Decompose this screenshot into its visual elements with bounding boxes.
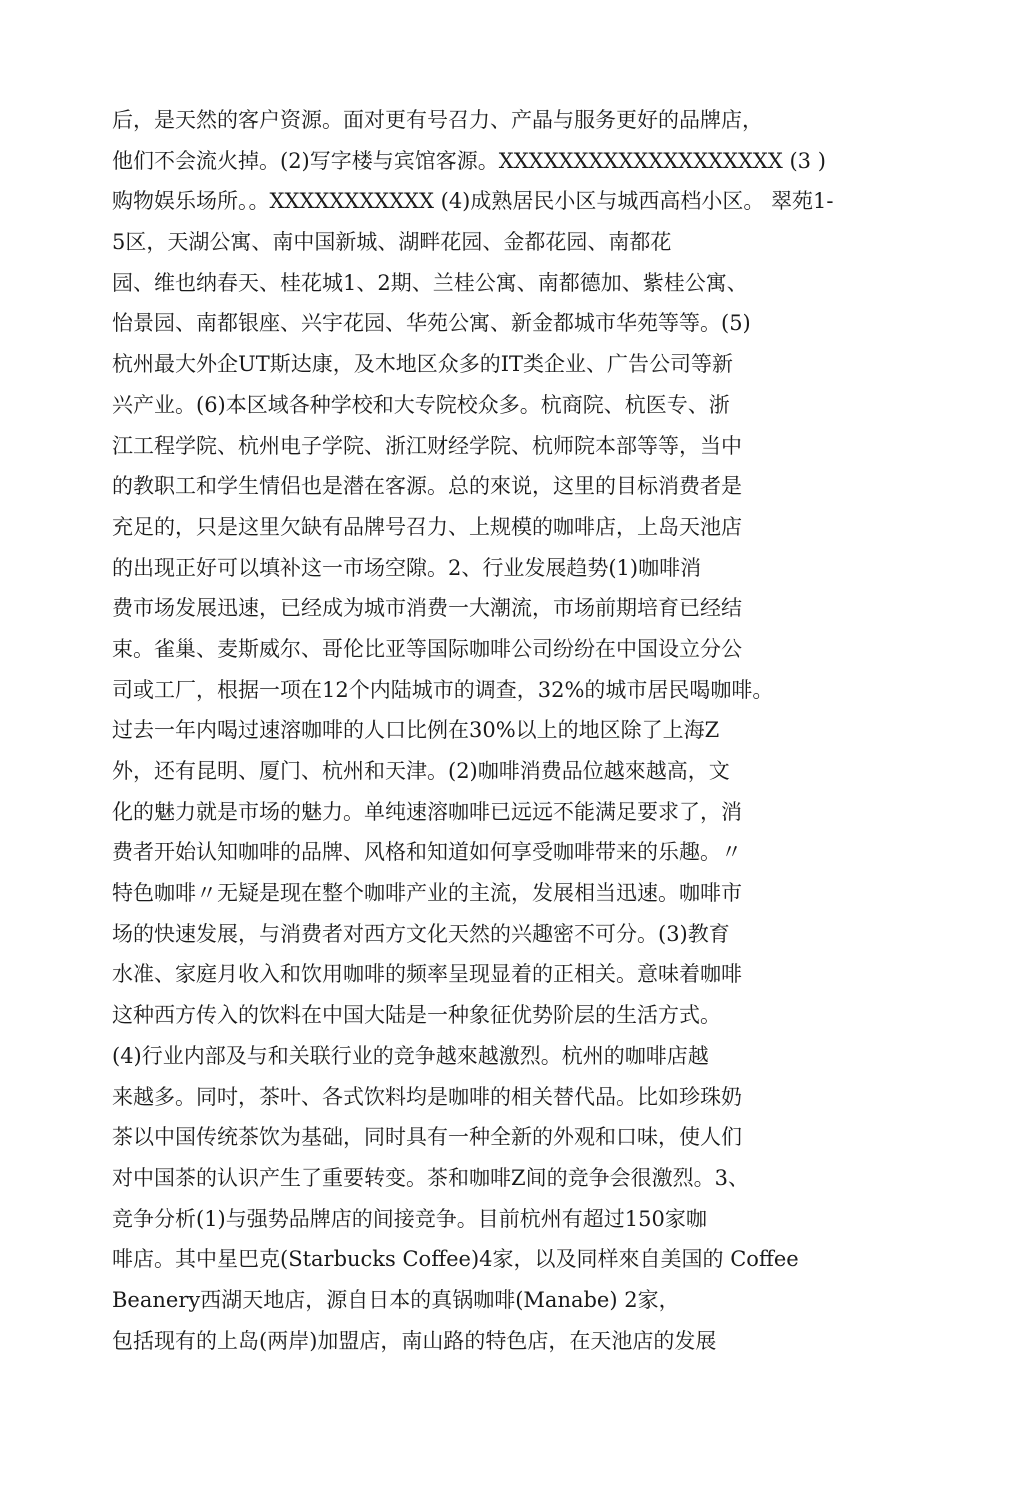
text-line: 场的快速发展，与消费者对西方文化天然的兴趣密不可分。(3)教育	[112, 921, 730, 946]
text-line: (4)行业内部及与和关联行业的竞争越來越激烈。杭州的咖啡店越	[112, 1043, 709, 1068]
text-line: 束。雀巢、麦斯威尔、哥伦比亚等国际咖啡公司纷纷在中国设立分公	[112, 636, 742, 661]
text-line: 竞争分析(1)与强势品牌店的间接竞争。目前杭州有超过150家咖	[112, 1206, 707, 1231]
text-line: 水准、家庭月收入和饮用咖啡的频率呈现显着的正相关。意味着咖啡	[112, 962, 742, 987]
text-line: 这种西方传入的饮料在中国大陆是一种象征优势阶层的生活方式。	[112, 1003, 721, 1028]
text-line: 怡景园、南都银座、兴宇花园、华苑公寓、新金都城市华苑等等。(5)	[112, 311, 751, 336]
text-line: 司或工厂，根据一项在12个内陆城市的调查，32%的城市居民喝咖啡。	[112, 677, 774, 702]
text-line: 外，还有昆明、厦门、杭州和天津。(2)咖啡消费品位越來越高，文	[112, 759, 730, 783]
text-line: 过去一年内喝过速溶咖啡的人口比例在30%以上的地区除了上海Z	[112, 718, 720, 743]
text-line: 来越多。同吋，茶叶、各式饮料均是咖啡的相关替代品。比如珍珠奶	[112, 1084, 742, 1109]
text-line: 化的魅力就是市场的魅力。单纯速溶咖啡已远远不能满足要求了，消	[112, 799, 742, 824]
text-line: Beanery西湖天地店，源自日本的真锅咖啡(Manabe) 2家，	[112, 1287, 680, 1312]
text-line: 购物娱乐场所。。XXXXXXXXXXX (4)成熟居民小区与城西高档小区。 翠苑1-	[112, 189, 834, 214]
text-line: 江工程学院、杭州电子学院、浙江财经学院、杭师院本部等等，当中	[112, 433, 742, 458]
text-line: 对中国茶的认识产生了重要转变。茶和咖啡Z间的竞争会很激烈。3、	[112, 1165, 749, 1190]
text-line: 特色咖啡〃无疑是现在整个咖啡产业的主流，发展相当迅速。咖啡市	[112, 881, 742, 906]
text-line: 费市场发展迅速，已经成为城市消费一大潮流，市场前期培育已经结	[112, 596, 742, 621]
text-line: 后，是天然的客户资源。面对更有号召力、产晶与服务更好的品牌店，	[112, 108, 763, 132]
text-line: 费者开始认知咖啡的品牌、风格和知道如何享受咖啡带来的乐趣。〃	[112, 840, 742, 865]
text-line: 包括现有的上岛(两岸)加盟店，南山路的特色店，在天池店的发展	[112, 1328, 717, 1353]
document-body	[112, 100, 924, 1361]
text-line: 园、维也纳春天、桂花城1、2期、兰桂公寓、南都德加、紫桂公寓、	[112, 270, 748, 295]
text-line: 兴产业。(6)本区域各种学校和大专院校众多。杭商院、杭医专、浙	[112, 392, 730, 417]
text-line: 茶以中国传统茶饮为基础，同时具有一种全新的外观和口味，使人们	[112, 1125, 742, 1150]
text-line: 的教职工和学生情侣也是潜在客源。总的來说，这里的目标消费者是	[112, 474, 742, 499]
text-line: 充足的，只是这里欠缺有品牌号召力、上规模的咖啡店，上岛天池店	[112, 514, 742, 539]
text-line: 5区，天湖公寓、南中国新城、湖畔花园、金都花园、南都花	[112, 230, 672, 255]
text-line: 杭州最大外企UT斯达康，及木地区众多的IT类企业、广告公司等新	[112, 352, 734, 377]
text-line: 啡店。其中星巴克(Starbucks Coffee)4家，以及同样來自美国的 Coffee	[112, 1247, 799, 1272]
text-line: 他们不会流火掉。(2)写字楼与宾馆客源。XXXXXXXXXXXXXXXXXXX (3 )	[112, 148, 826, 173]
text-line: 的出现正好可以填补这一市场空隙。2、行业发展趋势(1)咖啡消	[112, 555, 702, 580]
